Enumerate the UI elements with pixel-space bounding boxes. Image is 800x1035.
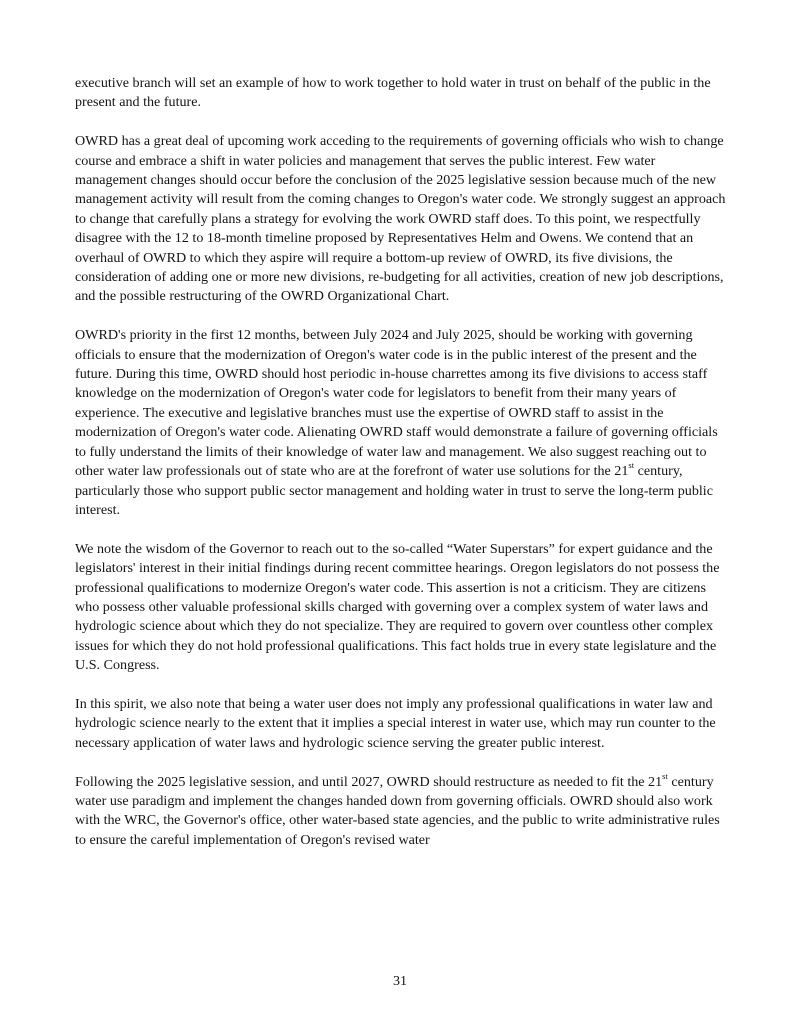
paragraph-5: In this spirit, we also note that being a water user does not imply any professional qualifications in water law and hydrologic science nearly to the extent that it implies a special interest in water use, which may run counter to the necessary application of water laws and hydrologic science serving the greater public interest. bbox=[75, 695, 716, 751]
paragraph-1: executive branch will set an example of how to work together to hold water in trust on behalf of the public in the present and the future. bbox=[75, 75, 711, 111]
paragraph-3-text-a: OWRD's priority in the first 12 months, between July 2024 and July 2025, should be working with governing officials to ensure that the modernization of Oregon's water code is in the public interest of the present and the future. During this time, OWRD should host periodic in-house charrettes among its five divisions to access staff knowledge on the modernization of Oregon's water code for legislators to benefit from their many years of experience. The executive and legislative branches must use the expertise of OWRD staff to assist in the modernization of Oregon's water code. Alienating OWRD staff would demonstrate a failure of governing officials to fully understand the limits of their knowledge of water law and management. We also suggest reaching out to other water law professionals out of state who are at the forefront of water use solutions for the 21 bbox=[75, 327, 718, 480]
body-text bbox=[75, 74, 727, 850]
paragraph-4: We note the wisdom of the Governor to reach out to the so-called “Water Superstars” for expert guidance and the legislators' interest in their initial findings during recent committee hearings. Oregon legislators do not possess the professional qualifications to modernize Oregon's water code. This assertion is not a criticism. They are citizens who possess other valuable professional skills charged with governing over a complex system of water laws and hydrologic science about which they do not specialize. They are required to govern over countless other complex issues for which they do not hold professional qualifications. This fact holds true in every state legislature and the U.S. Congress. bbox=[75, 540, 720, 674]
paragraph-2: OWRD has a great deal of upcoming work acceding to the requirements of governing officials who wish to change course and embrace a shift in water policies and management that serves the public interest. Few water management changes should occur before the conclusion of the 2025 legislative session because much of the new management activity will result from the coming changes to Oregon's water code. We strongly suggest an approach to change that carefully plans a strategy for evolving the work OWRD staff does. To this point, we respectfully disagree with the 12 to 18-month timeline proposed by Representatives Helm and Owens. We contend that an overhaul of OWRD to which they aspire will require a bottom-up review of OWRD, its five divisions, the consideration of adding one or more new divisions, re-budgeting for all activities, creation of new job descriptions, and the possible restructuring of the OWRD Organizational Chart. bbox=[75, 133, 726, 305]
ordinal-superscript: st bbox=[662, 770, 668, 781]
paragraph-3 bbox=[75, 326, 727, 520]
paragraph-6-text-b: century water use paradigm and implement the changes handed down from governing officials. OWRD should also work with the WRC, the Governor's office, other water-based state agencies, and the public to write administrative rules to ensure the careful implementation of Oregon's revised water bbox=[75, 773, 720, 848]
paragraph-6-text-a: Following the 2025 legislative session, and until 2027, OWRD should restructure as needed to fit the 21 bbox=[75, 773, 663, 790]
paragraph-3-text-b: century, particularly those who support public sector management and holding water in trust to serve the long-term public interest. bbox=[75, 463, 713, 518]
ordinal-superscript: st bbox=[628, 460, 635, 471]
paragraph-6 bbox=[75, 770, 727, 851]
page-number: 31 bbox=[392, 973, 408, 989]
